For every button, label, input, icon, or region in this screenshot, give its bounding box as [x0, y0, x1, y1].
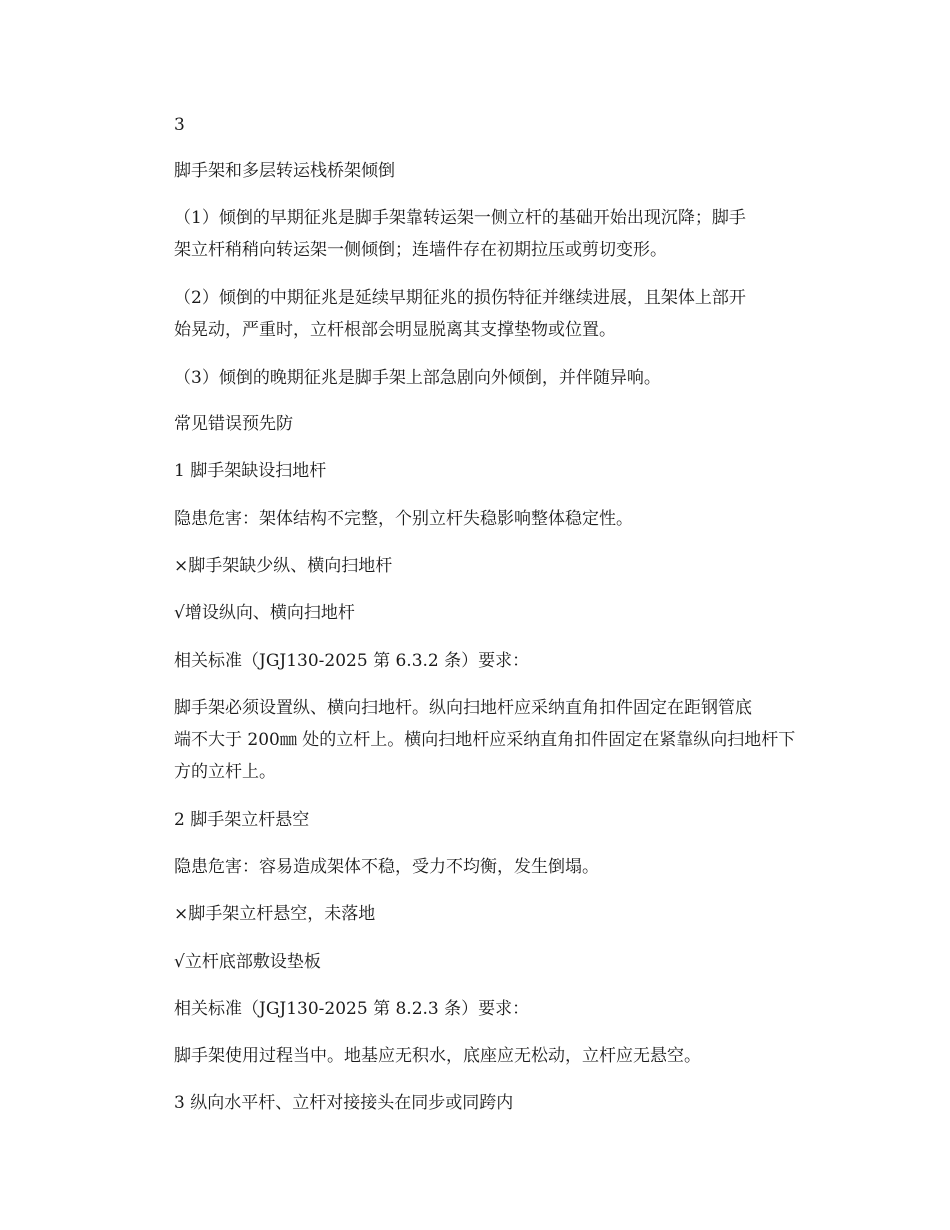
item-1-hazard: 隐患危害：架体结构不完整，个别立杆失稳影响整体稳定性。: [174, 509, 633, 529]
heading-common-errors: 常见错误预先防: [174, 414, 293, 434]
page-number: 3: [174, 115, 185, 135]
paragraph-2-line-2: 始晃动，严重时，立杆根部会明显脱离其支撑垫物或位置。: [174, 320, 616, 340]
paragraph-2-line-1: （2）倾倒的中期征兆是延续早期征兆的损伤特征并继续进展，且架体上部开: [174, 288, 746, 308]
item-1-wrong: ×脚手架缺少纵、横向扫地杆: [174, 556, 393, 576]
section-title: 脚手架和多层转运栈桥架倾倒: [174, 161, 395, 181]
item-2-requirement: 脚手架使用过程当中。地基应无积水，底座应无松动，立杆应无悬空。: [174, 1046, 701, 1066]
item-2-right: √立杆底部敷设垫板: [174, 952, 321, 972]
item-2-wrong: ×脚手架立杆悬空，未落地: [174, 904, 376, 924]
item-2-title: 2 脚手架立杆悬空: [174, 810, 310, 830]
item-1-standard: 相关标准（JGJ130-2025 第 6.3.2 条）要求：: [174, 651, 530, 671]
item-3-title: 3 纵向水平杆、立杆对接接头在同步或同跨内: [174, 1093, 514, 1113]
item-1-requirement-line-2: 端不大于 200㎜ 处的立杆上。横向扫地杆应采纳直角扣件固定在紧靠纵向扫地杆下: [174, 730, 796, 750]
paragraph-1-line-1: （1）倾倒的早期征兆是脚手架靠转运架一侧立杆的基础开始出现沉降；脚手: [174, 208, 746, 228]
item-2-standard: 相关标准（JGJ130-2025 第 8.2.3 条）要求：: [174, 999, 530, 1019]
item-1-requirement-line-3: 方的立杆上。: [174, 762, 276, 782]
item-1-requirement-line-1: 脚手架必须设置纵、横向扫地杆。纵向扫地杆应采纳直角扣件固定在距钢管底: [174, 698, 752, 718]
item-1-right: √增设纵向、横向扫地杆: [174, 603, 355, 623]
item-1-title: 1 脚手架缺设扫地杆: [174, 461, 327, 481]
paragraph-1-line-2: 架立杆稍稍向转运架一侧倾倒；连墙件存在初期拉压或剪切变形。: [174, 240, 667, 260]
paragraph-3: （3）倾倒的晚期征兆是脚手架上部急剧向外倾倒，并伴随异响。: [174, 368, 661, 388]
item-2-hazard: 隐患危害：容易造成架体不稳，受力不均衡，发生倒塌。: [174, 857, 599, 877]
